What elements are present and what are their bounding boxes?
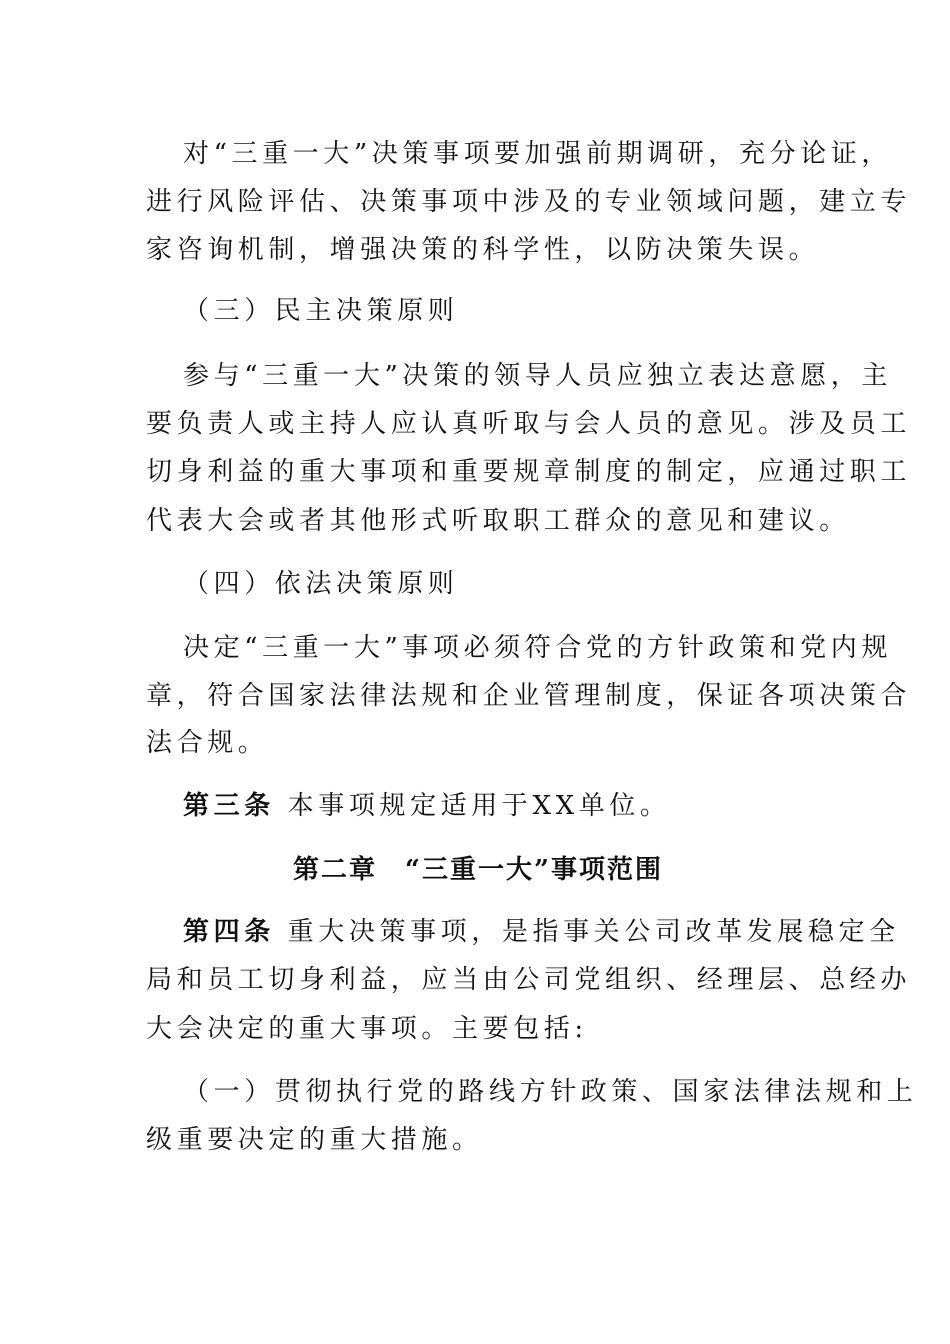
paragraph-line: 要负责人或主持人应认真听取与会人员的意见。涉及员工 — [146, 409, 912, 439]
article-3-label: 第三条 — [183, 791, 275, 821]
subheading-lawful-decision: （四）依法决策原则 — [183, 569, 459, 599]
list-item-1: （一）贯彻执行党的路线方针政策、国家法律法规和上 — [183, 1077, 918, 1107]
paragraph-line: 代表大会或者其他形式听取职工群众的意见和建议。 — [146, 506, 850, 536]
paragraph-line: 参与“三重一大”决策的领导人员应独立表达意愿，主 — [183, 361, 892, 391]
subheading-democratic-decision: （三）民主决策原则 — [183, 296, 459, 326]
article-3-text: 本事项规定适用于XX单位。 — [274, 791, 671, 821]
paragraph-line: 章，符合国家法律法规和企业管理制度，保证各项决策合 — [146, 681, 912, 711]
article-3 — [183, 786, 810, 826]
article-4-text: 重大决策事项，是指事关公司改革发展稳定全 — [274, 917, 900, 947]
paragraph-line: 对“三重一大”决策事项要加强前期调研，充分论证， — [183, 139, 892, 169]
chapter-2-heading: 第二章 “三重一大”事项范围 — [293, 855, 663, 885]
paragraph-line: 级重要决定的重大措施。 — [146, 1125, 483, 1155]
paragraph-line: 法合规。 — [146, 728, 269, 758]
paragraph-line: 大会决定的重大事项。主要包括: — [146, 1014, 588, 1044]
paragraph-line: 家咨询机制，增强决策的科学性，以防决策失误。 — [146, 235, 820, 265]
paragraph-line: 进行风险评估、决策事项中涉及的专业领域问题，建立专 — [146, 187, 912, 217]
article-4-label: 第四条 — [183, 917, 275, 947]
paragraph-line: 局和员工切身利益，应当由公司党组织、经理层、总经办 — [146, 965, 912, 995]
paragraph-line: 切身利益的重大事项和重要规章制度的制定，应通过职工 — [146, 457, 912, 487]
article-4 — [183, 912, 900, 952]
paragraph-line: 决定“三重一大”事项必须符合党的方针政策和党内规 — [183, 633, 892, 663]
